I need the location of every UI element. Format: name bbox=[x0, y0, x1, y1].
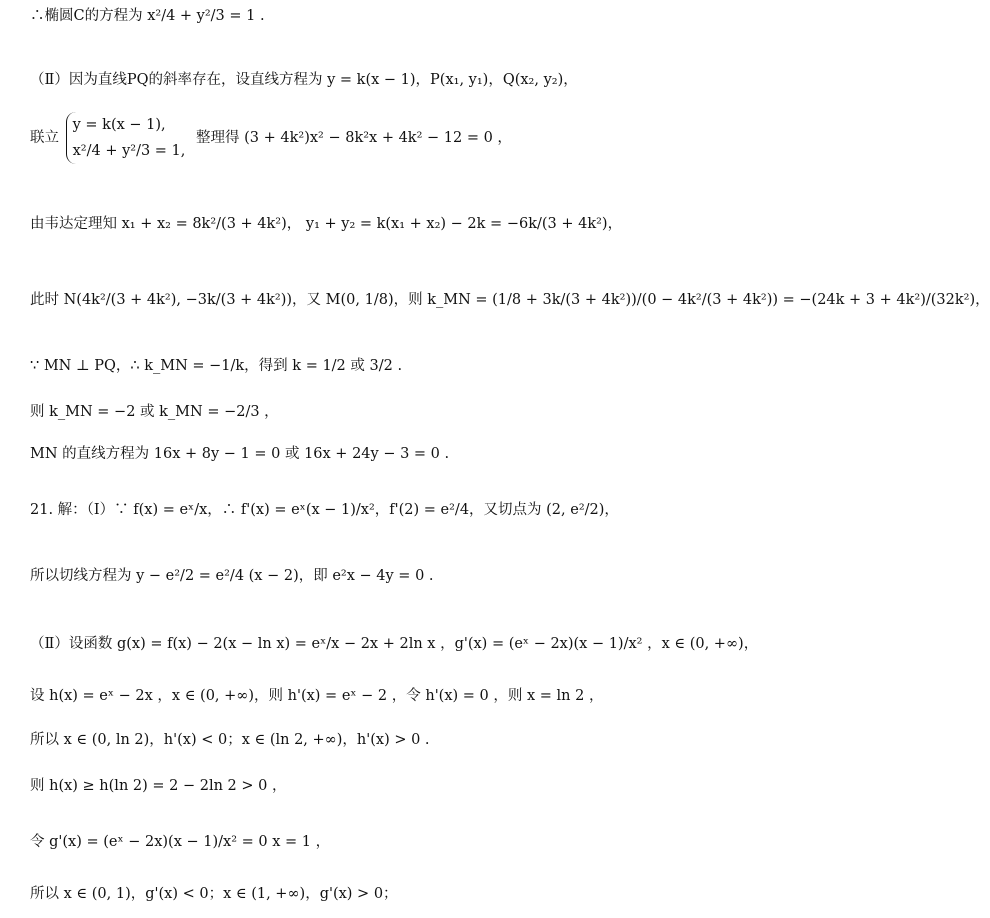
math-line: 21. 解：（Ⅰ）∵ f(x) = eˣ/x，∴ f'(x) = eˣ(x − 1)/x²，f'(2) = e²/4，又切点为 (2, e²/2)， bbox=[30, 502, 619, 518]
math-line: 令 g'(x) = (eˣ − 2x)(x − 1)/x² = 0 x = 1 ， bbox=[30, 834, 331, 850]
math-line: 所以切线方程为 y − e²/2 = e²/4 (x − 2)，即 e²x − 4y = 0 . bbox=[30, 568, 434, 584]
math-line: MN 的直线方程为 16x + 8y − 1 = 0 或 16x + 24y − 3 = 0 . bbox=[30, 446, 450, 462]
math-line: 则 k_MN = −2 或 k_MN = −2/3 ， bbox=[30, 404, 279, 420]
line-g-monotonic bbox=[30, 884, 398, 904]
math-line: 由韦达定理知 x₁ + x₂ = 8k²/(3 + 4k²)， y₁ + y₂ = k(x₁ + x₂) − 2k = −6k/(3 + 4k²)， bbox=[30, 216, 623, 232]
math-line: 所以 x ∈ (0, 1)，g'(x) < 0；x ∈ (1, +∞)，g'(x) > 0； bbox=[30, 886, 398, 902]
line-q21-part2 bbox=[30, 634, 758, 654]
math-line: 设 h(x) = eˣ − 2x ，x ∈ (0, +∞)，则 h'(x) = eˣ − 2 ，令 h'(x) = 0 ，则 x = ln 2 ， bbox=[30, 688, 604, 704]
math-line: ∵ MN ⊥ PQ，∴ k_MN = −1/k，得到 k = 1/2 或 3/2 . bbox=[30, 358, 403, 374]
line-midpoint bbox=[30, 290, 990, 310]
math-line: （Ⅱ）设函数 g(x) = f(x) − 2(x − ln x) = eˣ/x − 2x + 2ln x ，g'(x) = (eˣ − 2x)(x − 1)/x² ，x ∈ (0, +∞)， bbox=[30, 636, 759, 652]
system-label: 联立 bbox=[30, 130, 59, 146]
math-line: 所以 x ∈ (0, ln 2)，h'(x) < 0；x ∈ (ln 2, +∞)，h'(x) > 0 . bbox=[30, 732, 430, 748]
system-eq-1: y = k(x − 1), bbox=[72, 117, 166, 133]
line-mn-equation bbox=[30, 444, 449, 464]
equation-system bbox=[66, 112, 186, 164]
line-perpendicular bbox=[30, 356, 402, 376]
math-line: 此时 N(4k²/(3 + 4k²), −3k/(3 + 4k²))，又 M(0, 1/8)，则 k_MN = (1/8 + 3k/(3 + 4k²))/(0 − 4k²/(3 + 4k²)) = −(24k + 3 + 4k²)/(32k²)， bbox=[30, 292, 990, 308]
line-vieta bbox=[30, 214, 622, 234]
math-line: 则 h(x) ≥ h(ln 2) = 2 − 2ln 2 > 0 ， bbox=[30, 778, 287, 794]
math-line: （Ⅱ）因为直线PQ的斜率存在，设直线方程为 y = k(x − 1)，P(x₁, y₁)，Q(x₂, y₂)， bbox=[30, 72, 578, 88]
line-g-prime-zero bbox=[30, 832, 330, 852]
line-h-function bbox=[30, 686, 603, 706]
math-line: ∴椭圆C的方程为 x²/4 + y²/3 = 1 . bbox=[30, 8, 265, 24]
system-eq-2: x²/4 + y²/3 = 1, bbox=[72, 143, 186, 159]
line-h-monotonic bbox=[30, 730, 430, 750]
line-line-assumption bbox=[30, 70, 578, 90]
line-ellipse-equation bbox=[30, 6, 265, 26]
line-tangent bbox=[30, 566, 434, 586]
line-system bbox=[30, 112, 512, 164]
line-h-min bbox=[30, 776, 286, 796]
line-slope-values bbox=[30, 402, 279, 422]
system-result: 整理得 (3 + 4k²)x² − 8k²x + 4k² − 12 = 0 ， bbox=[196, 130, 512, 146]
line-q21-part1 bbox=[30, 500, 619, 520]
